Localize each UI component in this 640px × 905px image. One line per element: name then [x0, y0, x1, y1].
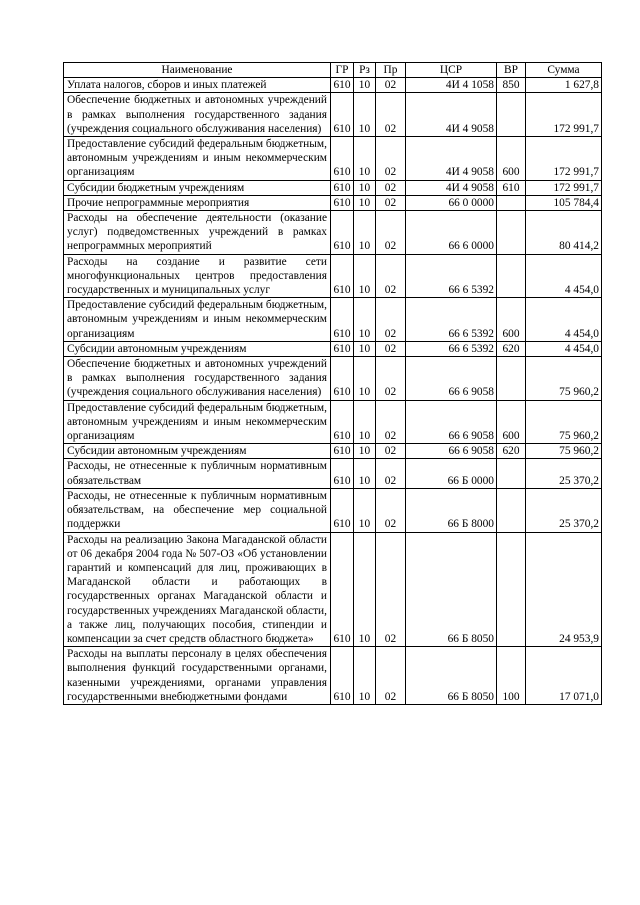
cell-csr: 4И 4 9058: [406, 137, 497, 181]
cell-gr: 610: [331, 647, 354, 705]
cell-csr: 66 6 0000: [406, 211, 497, 255]
cell-vr: 610: [497, 180, 526, 195]
cell-gr: 610: [331, 444, 354, 459]
cell-pr: 02: [376, 444, 406, 459]
cell-sum: 172 991,7: [526, 180, 602, 195]
cell-csr: 4И 4 1058: [406, 78, 497, 93]
cell-name: Расходы, не отнесенные к публичным нормативным обязательствам: [64, 459, 331, 488]
cell-pr: 02: [376, 400, 406, 444]
cell-csr: 66 6 9058: [406, 400, 497, 444]
cell-gr: 610: [331, 488, 354, 532]
cell-name: Расходы на реализацию Закона Магаданской области от 06 декабря 2004 года № 507-ОЗ «Об установлении гарантий и компенсаций для лиц, проживающих в Магаданской области и работающих в государственных органах Магаданской области и государственных учреждениях Магаданской области, а также лиц, получающих пособия, стипендии и компенсации за счет средств областного бюджета»: [64, 532, 331, 647]
cell-name: Расходы на выплаты персоналу в целях обеспечения выполнения функций государственными органами, казенными учреждениями, органами управления государственными внебюджетными фондами: [64, 647, 331, 705]
cell-gr: 610: [331, 400, 354, 444]
cell-vr: [497, 93, 526, 137]
table-row: [64, 298, 602, 342]
cell-sum: 80 414,2: [526, 211, 602, 255]
cell-rz: 10: [354, 400, 376, 444]
cell-vr: 620: [497, 444, 526, 459]
cell-pr: 02: [376, 211, 406, 255]
cell-name: Предоставление субсидий федеральным бюджетным, автономным учреждениям и иным некоммерческим организациям: [64, 298, 331, 342]
cell-pr: 02: [376, 78, 406, 93]
cell-pr: 02: [376, 647, 406, 705]
cell-sum: 1 627,8: [526, 78, 602, 93]
cell-rz: 10: [354, 357, 376, 401]
table-row: [64, 78, 602, 93]
cell-pr: 02: [376, 180, 406, 195]
cell-pr: 02: [376, 532, 406, 647]
table-row: [64, 93, 602, 137]
cell-sum: 4 454,0: [526, 254, 602, 298]
cell-csr: 66 6 5392: [406, 298, 497, 342]
cell-vr: [497, 211, 526, 255]
cell-pr: 02: [376, 93, 406, 137]
cell-pr: 02: [376, 137, 406, 181]
cell-name: Расходы, не отнесенные к публичным нормативным обязательствам, на обеспечение мер социальной поддержки: [64, 488, 331, 532]
cell-sum: 75 960,2: [526, 444, 602, 459]
cell-pr: 02: [376, 341, 406, 356]
cell-name: Обеспечение бюджетных и автономных учреждений в рамках выполнения государственного задания (учреждения социального обслуживания населения): [64, 93, 331, 137]
table-row: [64, 488, 602, 532]
cell-csr: 66 6 9058: [406, 444, 497, 459]
cell-csr: 66 6 9058: [406, 357, 497, 401]
cell-sum: 24 953,9: [526, 532, 602, 647]
cell-gr: 610: [331, 254, 354, 298]
cell-csr: 66 0 0000: [406, 195, 497, 210]
cell-name: Обеспечение бюджетных и автономных учреждений в рамках выполнения государственного задания (учреждения социального обслуживания населения): [64, 357, 331, 401]
cell-rz: 10: [354, 532, 376, 647]
cell-rz: 10: [354, 78, 376, 93]
cell-gr: 610: [331, 357, 354, 401]
cell-pr: 02: [376, 195, 406, 210]
table-row: [64, 254, 602, 298]
cell-vr: [497, 254, 526, 298]
cell-name: Субсидии бюджетным учреждениям: [64, 180, 331, 195]
cell-name: Предоставление субсидий федеральным бюджетным, автономным учреждениям и иным некоммерческим организациям: [64, 137, 331, 181]
cell-vr: 600: [497, 400, 526, 444]
cell-rz: 10: [354, 444, 376, 459]
cell-vr: 100: [497, 647, 526, 705]
table-row: [64, 195, 602, 210]
cell-csr: 66 6 5392: [406, 341, 497, 356]
cell-gr: 610: [331, 341, 354, 356]
cell-vr: 850: [497, 78, 526, 93]
cell-vr: [497, 532, 526, 647]
cell-sum: 25 370,2: [526, 488, 602, 532]
cell-csr: 66 Б 0000: [406, 459, 497, 488]
cell-gr: 610: [331, 78, 354, 93]
cell-gr: 610: [331, 93, 354, 137]
cell-rz: 10: [354, 254, 376, 298]
cell-pr: 02: [376, 298, 406, 342]
cell-sum: 75 960,2: [526, 357, 602, 401]
cell-gr: 610: [331, 298, 354, 342]
table-row: [64, 444, 602, 459]
cell-name: Предоставление субсидий федеральным бюджетным, автономным учреждениям и иным некоммерческим организациям: [64, 400, 331, 444]
table-row: [64, 532, 602, 647]
cell-sum: 4 454,0: [526, 341, 602, 356]
cell-vr: [497, 195, 526, 210]
table-row: [64, 459, 602, 488]
cell-gr: 610: [331, 137, 354, 181]
cell-csr: 66 Б 8050: [406, 532, 497, 647]
cell-pr: 02: [376, 254, 406, 298]
cell-csr: 66 Б 8050: [406, 647, 497, 705]
cell-name: Уплата налогов, сборов и иных платежей: [64, 78, 331, 93]
cell-gr: 610: [331, 532, 354, 647]
cell-sum: 17 071,0: [526, 647, 602, 705]
cell-sum: 105 784,4: [526, 195, 602, 210]
table-row: [64, 211, 602, 255]
cell-name: Субсидии автономным учреждениям: [64, 341, 331, 356]
cell-name: Расходы на создание и развитие сети многофункциональных центров предоставления государственных и муниципальных услуг: [64, 254, 331, 298]
cell-sum: 25 370,2: [526, 459, 602, 488]
table-row: [64, 180, 602, 195]
cell-rz: 10: [354, 137, 376, 181]
cell-rz: 10: [354, 298, 376, 342]
cell-pr: 02: [376, 357, 406, 401]
cell-vr: 620: [497, 341, 526, 356]
cell-rz: 10: [354, 195, 376, 210]
cell-vr: 600: [497, 137, 526, 181]
cell-csr: 66 6 5392: [406, 254, 497, 298]
cell-csr: 4И 4 9058: [406, 93, 497, 137]
header-gr: ГР: [331, 63, 354, 78]
header-vr: ВР: [497, 63, 526, 78]
cell-name: Прочие непрограммные мероприятия: [64, 195, 331, 210]
cell-gr: 610: [331, 459, 354, 488]
cell-vr: [497, 488, 526, 532]
cell-rz: 10: [354, 211, 376, 255]
cell-csr: 4И 4 9058: [406, 180, 497, 195]
cell-vr: 600: [497, 298, 526, 342]
cell-gr: 610: [331, 180, 354, 195]
cell-csr: 66 Б 8000: [406, 488, 497, 532]
cell-rz: 10: [354, 488, 376, 532]
cell-vr: [497, 459, 526, 488]
cell-sum: 4 454,0: [526, 298, 602, 342]
cell-rz: 10: [354, 180, 376, 195]
cell-name: Субсидии автономным учреждениям: [64, 444, 331, 459]
budget-table: [63, 62, 602, 705]
cell-pr: 02: [376, 488, 406, 532]
table-row: [64, 647, 602, 705]
cell-rz: 10: [354, 341, 376, 356]
header-rz: Рз: [354, 63, 376, 78]
cell-vr: [497, 357, 526, 401]
cell-sum: 75 960,2: [526, 400, 602, 444]
header-sum: Сумма: [526, 63, 602, 78]
table-header-row: [64, 63, 602, 78]
header-name: Наименование: [64, 63, 331, 78]
table-body: [64, 78, 602, 705]
cell-gr: 610: [331, 195, 354, 210]
cell-pr: 02: [376, 459, 406, 488]
table-row: [64, 137, 602, 181]
table-row: [64, 357, 602, 401]
cell-gr: 610: [331, 211, 354, 255]
cell-rz: 10: [354, 459, 376, 488]
cell-rz: 10: [354, 93, 376, 137]
table-row: [64, 341, 602, 356]
header-csr: ЦСР: [406, 63, 497, 78]
cell-rz: 10: [354, 647, 376, 705]
table-row: [64, 400, 602, 444]
header-pr: Пр: [376, 63, 406, 78]
cell-sum: 172 991,7: [526, 93, 602, 137]
cell-name: Расходы на обеспечение деятельности (оказание услуг) подведомственных учреждений в рамках непрограммных мероприятий: [64, 211, 331, 255]
cell-sum: 172 991,7: [526, 137, 602, 181]
